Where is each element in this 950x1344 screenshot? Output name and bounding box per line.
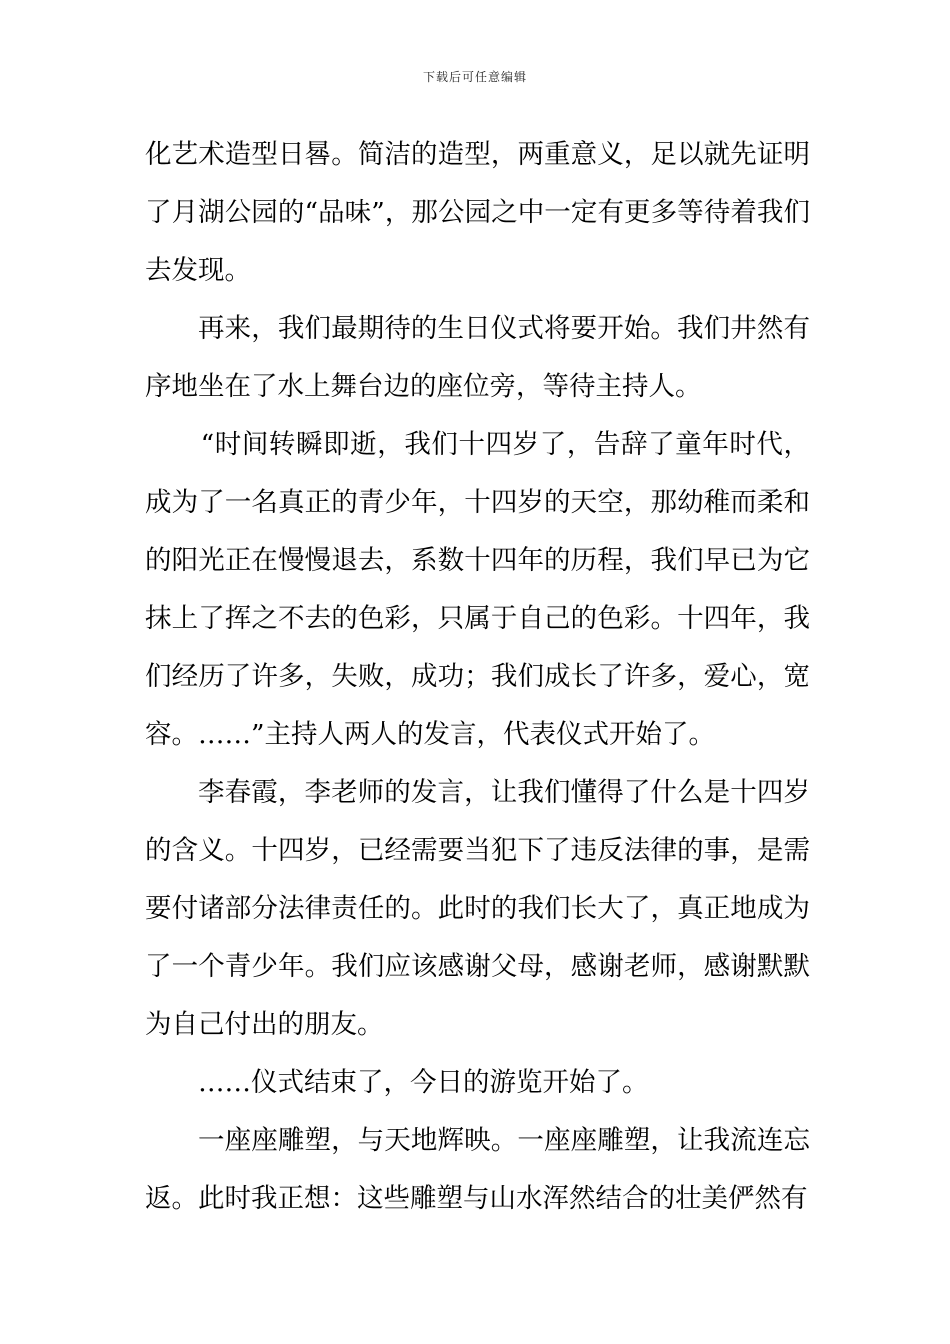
page-header: 下载后可任意编辑 bbox=[422, 70, 527, 84]
paragraph-ceremony-start: 再来，我们最期待的生日仪式将要开始。我们井然有序地坐在了水上舞台边的座位旁，等待主持人。 bbox=[145, 313, 810, 402]
paragraph-continuation: 化艺术造型日晷。简洁的造型，两重意义，足以就先证明了月湖公园的“品味”，那公园之中一定有更多等待着我们去发现。 bbox=[145, 139, 810, 286]
paragraph-host-speech: “时间转瞬即逝，我们十四岁了，告辞了童年时代，成为了一名真正的青少年，十四岁的天空，那幼稚而柔和的阳光正在慢慢退去，系数十四年的历程，我们早已为它抹上了挥之不去的色彩，只属于自己的色彩。十四年，我们经历了许多，失败，成功；我们成长了许多，爱心，宽容。……”主持人两人的发言，代表仪式开始了。 bbox=[145, 429, 810, 750]
paragraph-teacher-speech: 李春霞，李老师的发言，让我们懂得了什么是十四岁的含义。十四岁，已经需要当犯下了违反法律的事，是需要付诸部分法律责任的。此时的我们长大了，真正地成为了一个青少年。我们应该感谢父母，感谢老师，感谢默默为自己付出的朋友。 bbox=[145, 777, 810, 1040]
paragraph-ceremony-end: ……仪式结束了，今日的游览开始了。 bbox=[198, 1067, 649, 1098]
paragraph-sculptures: 一座座雕塑，与天地辉映。一座座雕塑，让我流连忘返。此时我正想：这些雕塑与山水浑然结合的壮美俨然有 bbox=[145, 1125, 810, 1214]
document-body bbox=[145, 126, 810, 1228]
